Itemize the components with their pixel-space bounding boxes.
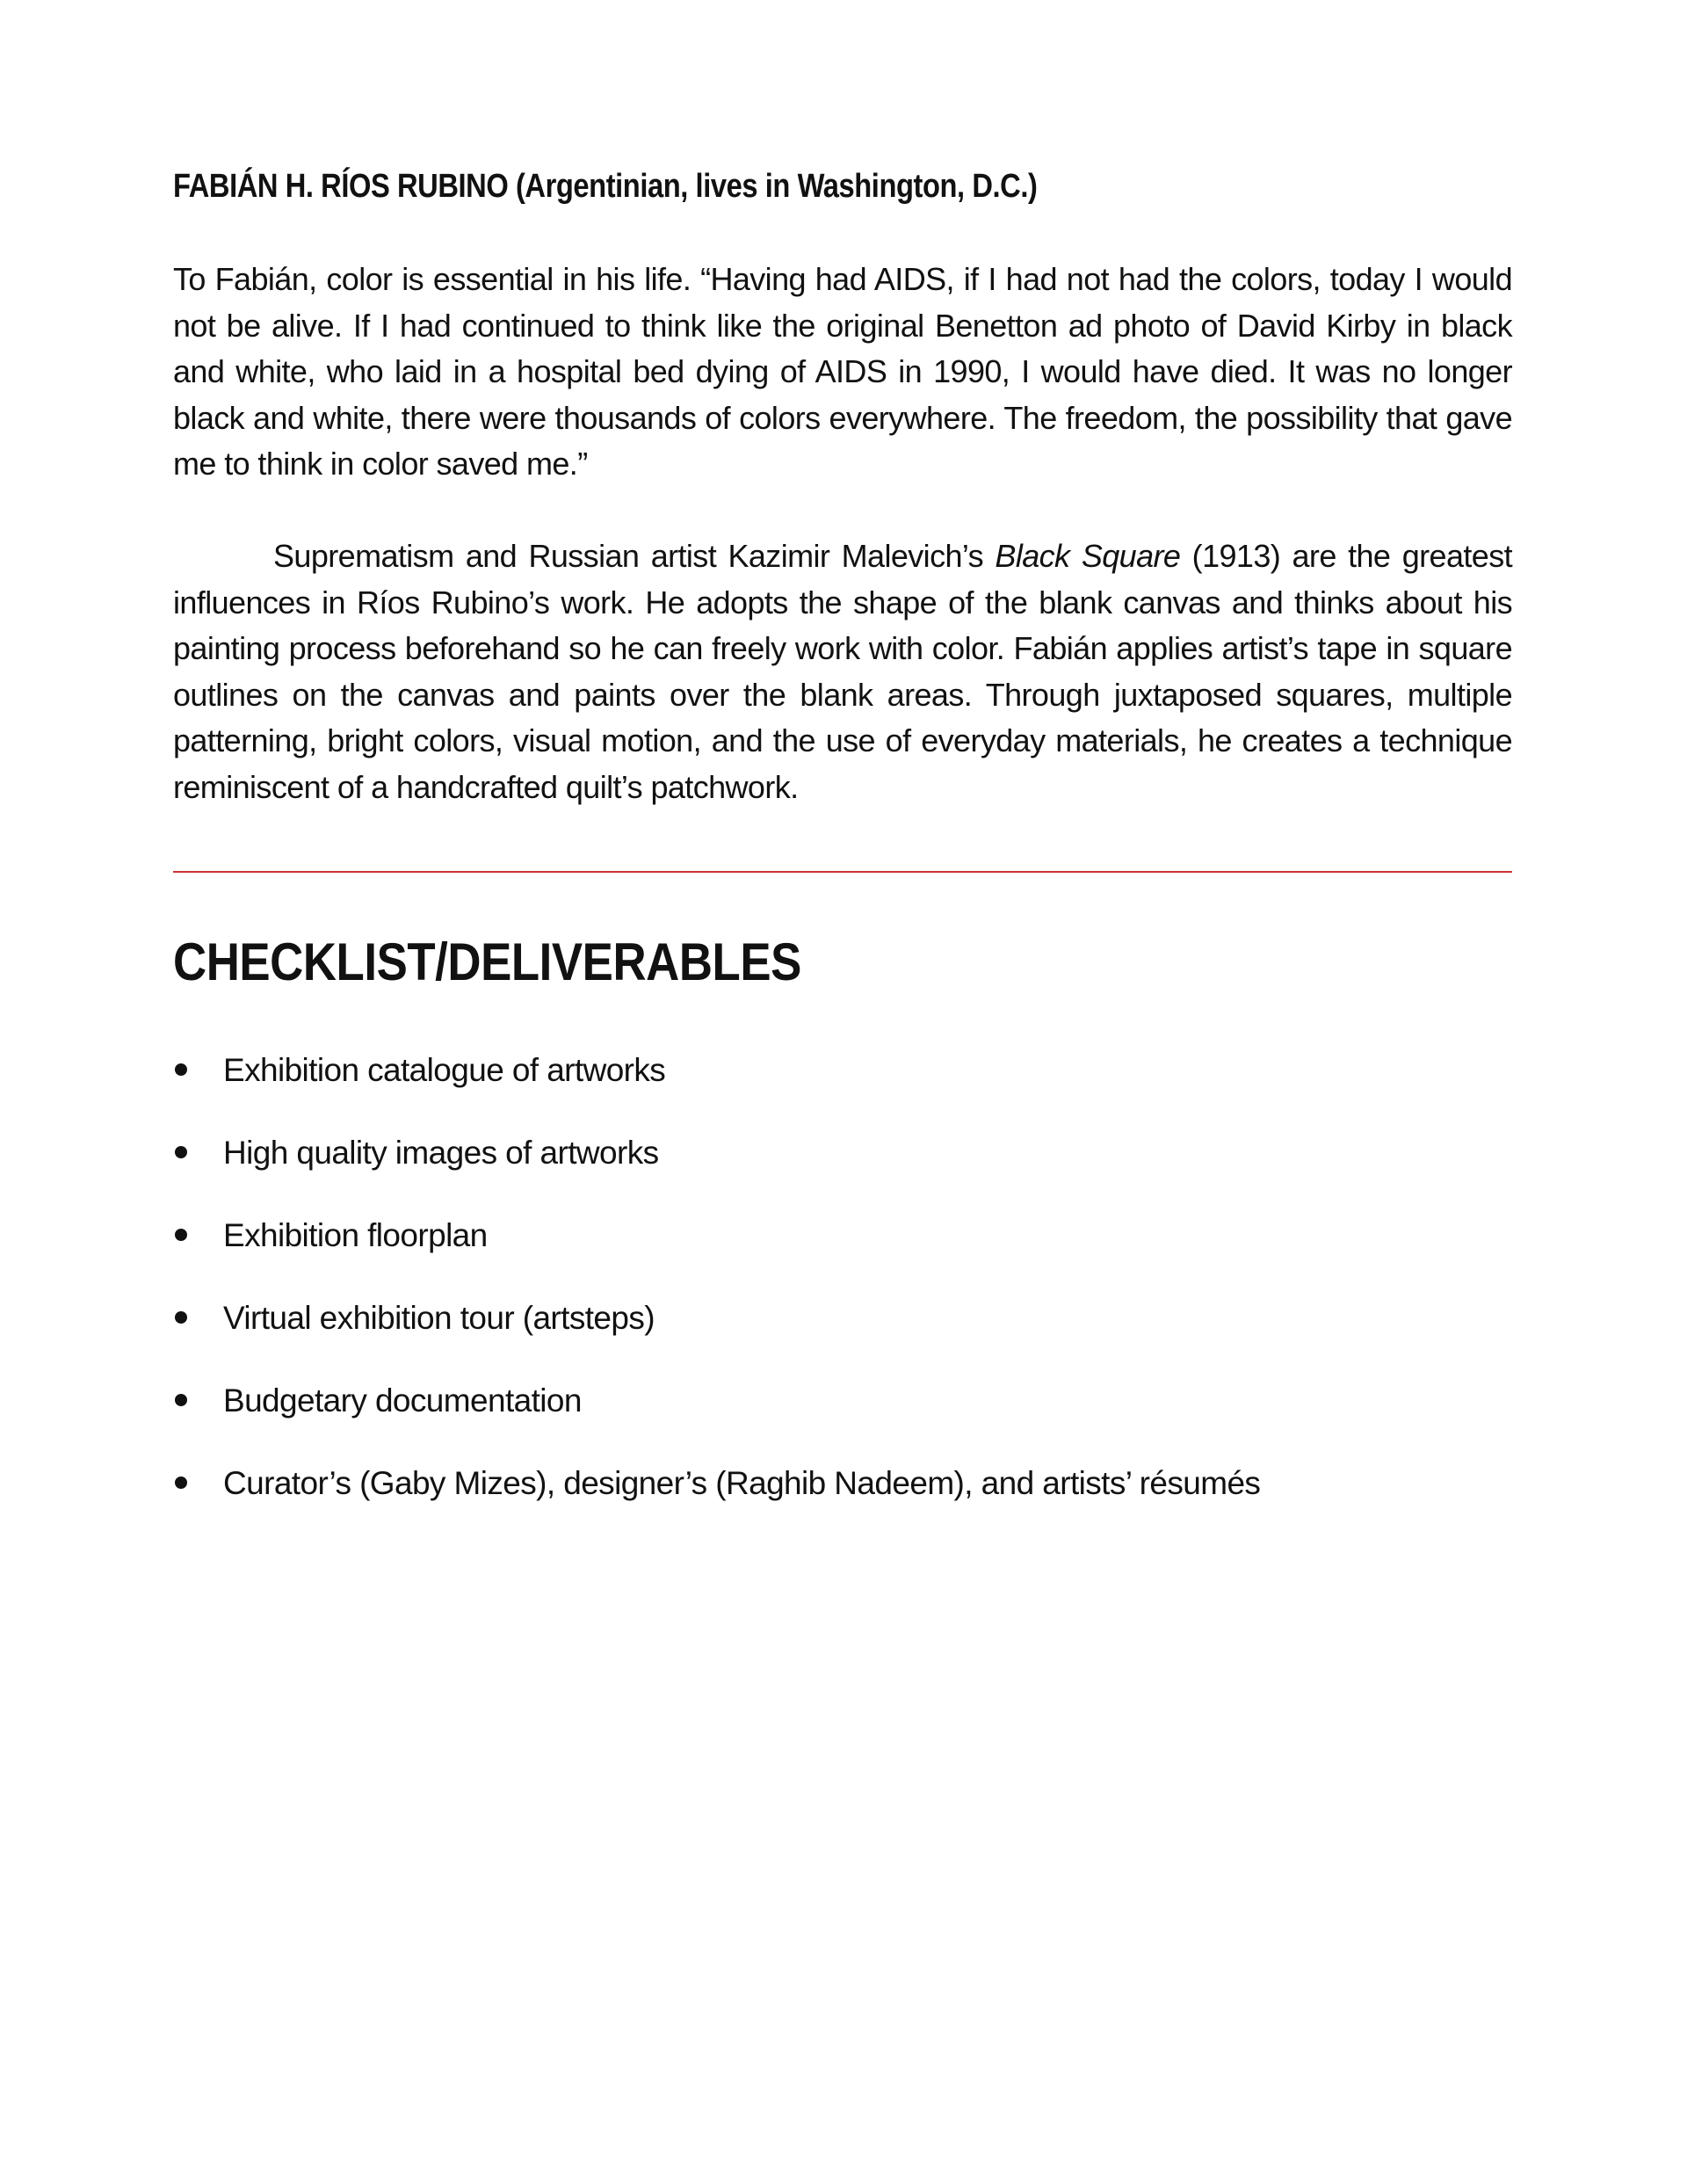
- list-item-text: High quality images of artworks: [223, 1135, 659, 1171]
- checklist-title: CHECKLIST/DELIVERABLES: [173, 932, 801, 991]
- list-item-text: Virtual exhibition tour (artsteps): [223, 1300, 655, 1336]
- paragraph-2-body: (1913) are the greatest influences in Ríos Rubino’s work. He adopts the shape of the blank canvas and thinks about his painting process beforehand so he can freely work with color. Fabián applies artist’s tape in square outlines on the canvas and paints over the blank areas. Through juxtaposed squares, multiple patterning, bright colors, visual motion, and the use of everyday materials, he creates a technique reminiscent of a handcrafted quilt’s patchwork.: [173, 538, 1513, 805]
- list-item-text: Exhibition catalogue of artworks: [223, 1052, 666, 1088]
- paragraph-2-intro: Suprematism and Russian artist Kazimir Malevich’s: [273, 538, 996, 574]
- list-item-text: Budgetary documentation: [223, 1382, 582, 1419]
- bullet-icon: [175, 1229, 187, 1241]
- bullet-icon: [175, 1394, 187, 1406]
- section-divider: [173, 871, 1512, 873]
- artist-paragraph-2: [173, 533, 1512, 810]
- list-item-text: Exhibition floorplan: [223, 1217, 488, 1253]
- artist-heading: FABIÁN H. RÍOS RUBINO (Argentinian, lives in Washington, D.C.): [173, 168, 1038, 205]
- bullet-icon: [175, 1477, 187, 1489]
- bullet-icon: [175, 1063, 187, 1076]
- bullet-icon: [175, 1311, 187, 1324]
- artist-paragraph-1: To Fabián, color is essential in his life. “Having had AIDS, if I had not had the colors, today I would not be alive. If I had continued to think like the original Benetton ad photo of David Kirby in black and white, who laid in a hospital bed dying of AIDS in 1990, I would have died. It was no longer black and white, there were thousands of colors everywhere. The freedom, the possibility that gave me to think in color saved me.”: [173, 261, 1512, 482]
- bullet-icon: [175, 1146, 187, 1158]
- list-item-text: Curator’s (Gaby Mizes), designer’s (Raghib Nadeem), and artists’ résumés: [223, 1465, 1261, 1501]
- artwork-title: Black Square: [995, 538, 1181, 574]
